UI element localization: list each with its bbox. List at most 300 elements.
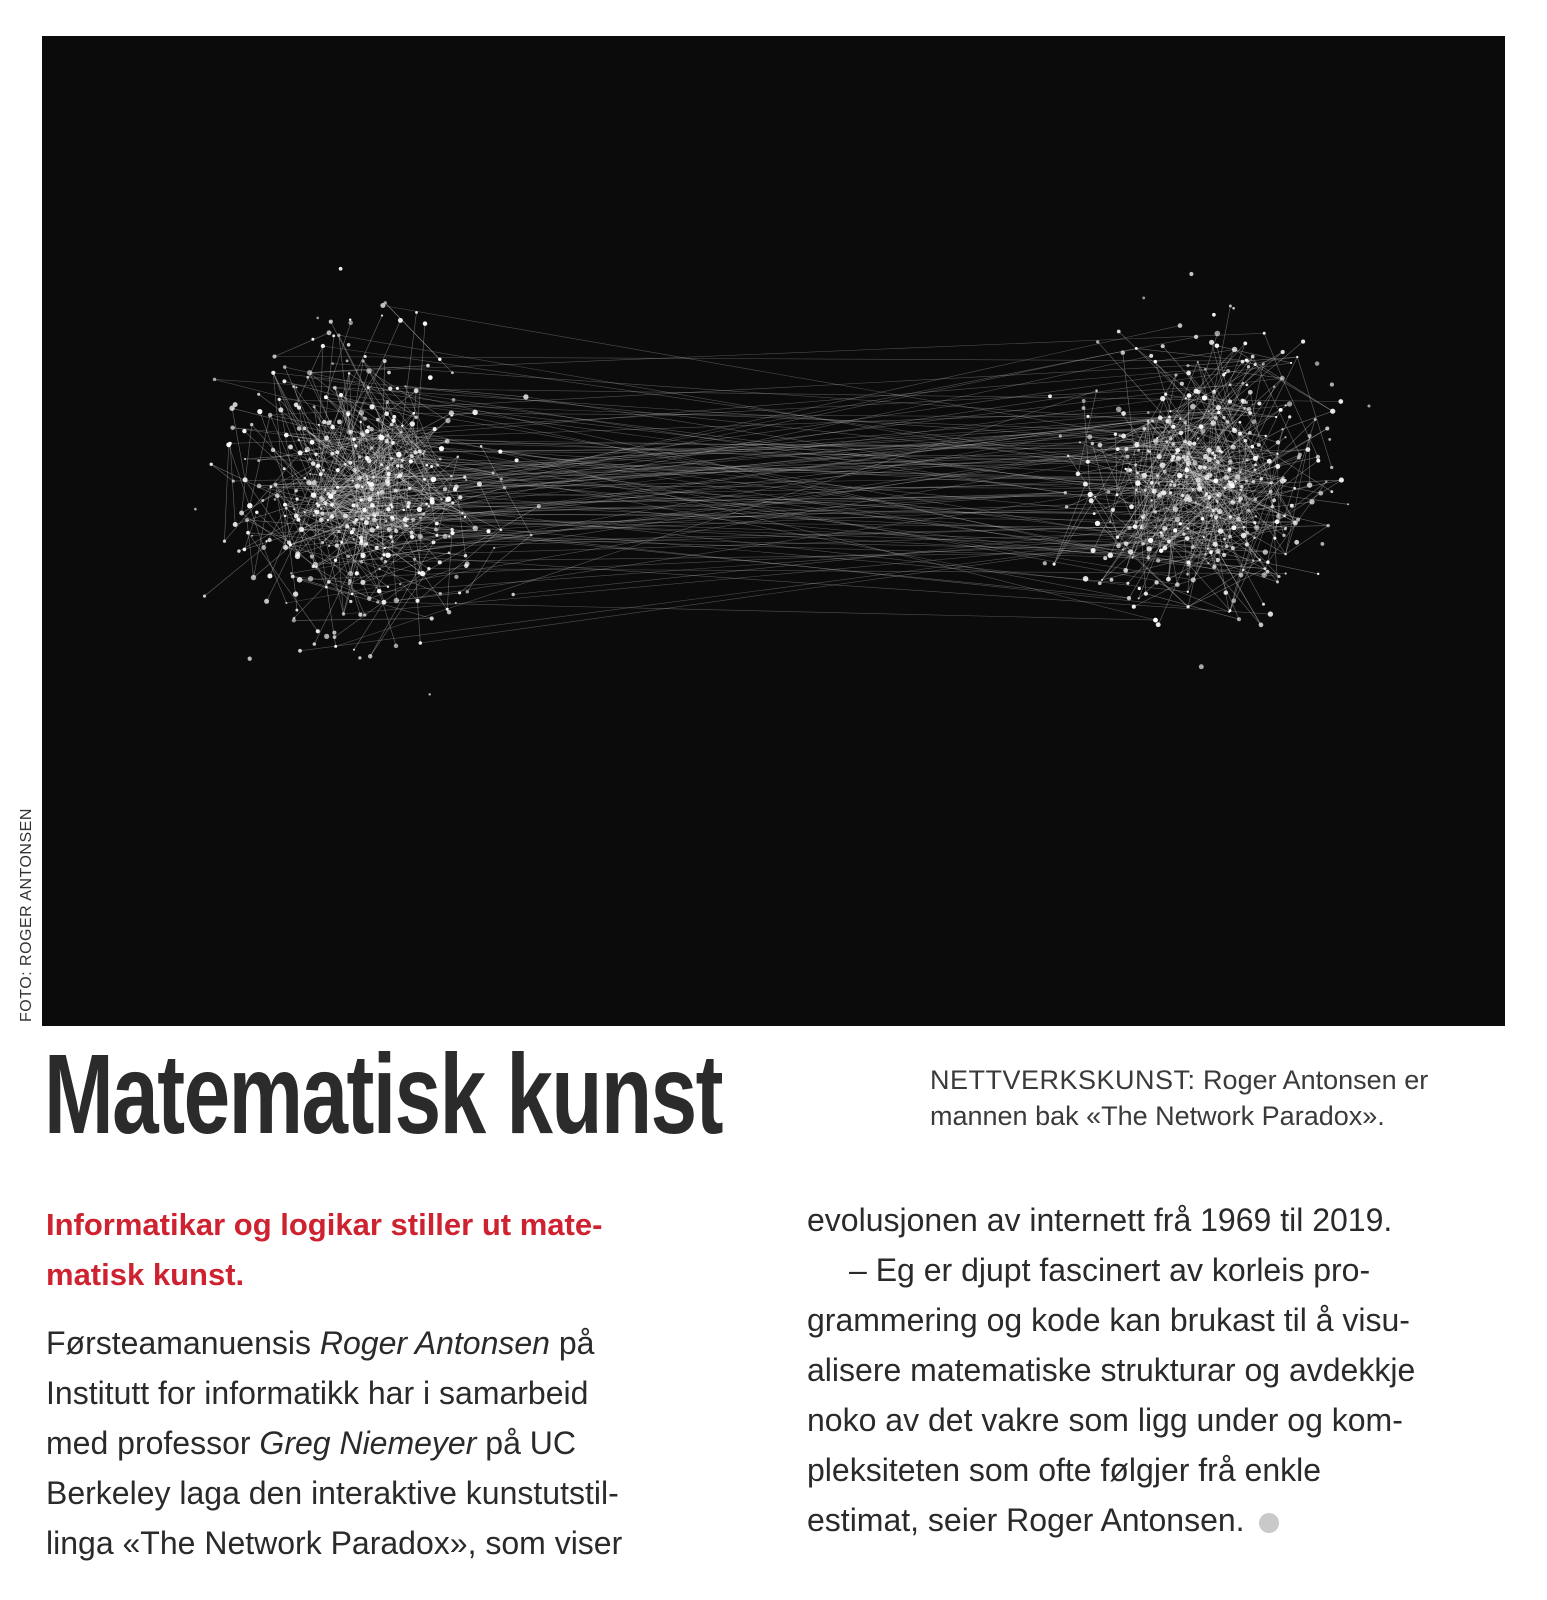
network-node	[321, 344, 325, 348]
network-node	[1330, 383, 1334, 387]
network-node	[1126, 468, 1131, 473]
network-node	[293, 591, 298, 596]
network-node	[1171, 443, 1174, 446]
network-node	[229, 406, 234, 411]
network-node	[1222, 553, 1226, 557]
network-node	[336, 486, 339, 489]
network-node	[1125, 455, 1129, 459]
network-node	[377, 492, 380, 495]
network-node	[448, 535, 450, 537]
network-node	[1226, 420, 1229, 423]
network-node	[1132, 556, 1134, 558]
network-node	[250, 423, 253, 426]
network-node	[336, 468, 340, 472]
network-node	[1142, 296, 1145, 299]
network-node	[1186, 573, 1189, 576]
network-node	[1210, 550, 1213, 553]
network-node	[378, 434, 383, 439]
network-node	[1181, 494, 1185, 498]
network-node	[1089, 498, 1094, 503]
network-node	[363, 417, 367, 421]
network-node	[314, 453, 317, 456]
network-node	[408, 487, 411, 490]
network-node	[1246, 384, 1249, 387]
network-node	[1116, 493, 1119, 496]
body-line: alisere matematiske strukturar og avdekkje	[807, 1352, 1416, 1388]
network-node	[411, 518, 415, 522]
network-node	[486, 529, 490, 533]
network-node	[366, 368, 371, 373]
network-node	[304, 511, 306, 513]
network-node	[472, 410, 477, 415]
network-node	[1156, 437, 1158, 439]
network-node	[1315, 361, 1319, 365]
network-node	[361, 486, 364, 489]
photo-caption	[930, 1062, 1520, 1134]
network-node	[381, 315, 383, 317]
network-node	[1256, 455, 1258, 457]
network-node	[1254, 363, 1257, 366]
network-node	[237, 549, 240, 552]
network-node	[414, 416, 418, 420]
network-node	[255, 511, 258, 514]
network-node	[1216, 558, 1220, 562]
network-node	[1174, 373, 1177, 376]
network-node	[1135, 480, 1140, 485]
network-node	[1262, 603, 1265, 606]
network-node	[358, 656, 361, 659]
network-node	[327, 492, 330, 495]
caption-text-2: mannen bak «The Network Paradox».	[930, 1101, 1385, 1131]
network-node	[1126, 582, 1129, 585]
network-node	[465, 561, 470, 566]
network-node	[493, 547, 495, 549]
network-node	[1284, 553, 1286, 555]
network-node	[1314, 418, 1317, 421]
body-line	[46, 1318, 746, 1368]
network-node	[1232, 598, 1237, 603]
body-text: estimat, seier Roger Antonsen.	[807, 1502, 1245, 1538]
network-node	[1216, 460, 1220, 464]
network-node	[464, 554, 468, 558]
network-node	[1270, 481, 1273, 484]
network-node	[1281, 428, 1283, 430]
network-node	[297, 405, 301, 409]
network-node	[1293, 520, 1298, 525]
network-node	[1065, 505, 1068, 508]
network-node	[1255, 515, 1257, 517]
network-node	[451, 501, 454, 504]
network-node	[1214, 515, 1218, 519]
network-node	[1223, 487, 1226, 490]
network-node	[439, 446, 444, 451]
network-node	[348, 321, 353, 326]
body-line: grammering og kode kan brukast til å visu-	[807, 1302, 1410, 1338]
network-node	[257, 459, 260, 462]
network-node	[439, 457, 442, 460]
network-node	[1251, 445, 1255, 449]
network-node	[1240, 489, 1242, 491]
network-node	[309, 473, 311, 475]
network-node	[376, 418, 380, 422]
headline: Matematisk kunst	[44, 1031, 723, 1157]
network-node	[367, 459, 372, 464]
network-node	[410, 531, 414, 535]
network-node	[1293, 487, 1296, 490]
network-node	[1248, 431, 1252, 435]
network-node	[422, 513, 425, 516]
network-node	[377, 589, 382, 594]
network-node	[283, 467, 286, 470]
network-node	[1222, 373, 1225, 376]
network-node	[1197, 361, 1199, 363]
network-node	[1252, 419, 1257, 424]
network-node	[367, 386, 370, 389]
network-node	[388, 386, 392, 390]
network-node	[274, 483, 278, 487]
network-node	[303, 427, 307, 431]
network-node	[415, 311, 418, 314]
network-node	[410, 535, 414, 539]
network-node	[319, 472, 323, 476]
network-node	[1110, 578, 1114, 582]
network-node	[1214, 416, 1218, 420]
network-node	[1215, 507, 1218, 510]
network-node	[1253, 521, 1256, 524]
network-node	[1160, 462, 1166, 468]
network-node	[1148, 538, 1153, 543]
network-node	[1086, 415, 1089, 418]
network-node	[343, 513, 348, 518]
network-node	[366, 478, 368, 480]
network-node	[323, 501, 327, 505]
network-node	[1076, 472, 1081, 477]
network-node	[361, 517, 364, 520]
network-node	[282, 379, 286, 383]
network-node	[1229, 515, 1232, 518]
network-node	[1142, 516, 1146, 520]
network-node	[271, 448, 275, 452]
network-node	[348, 583, 351, 586]
network-node	[357, 476, 362, 481]
network-node	[305, 450, 308, 453]
network-node	[1197, 437, 1199, 439]
network-node	[1229, 481, 1235, 487]
network-node	[1095, 389, 1098, 392]
body-text: på	[549, 1325, 595, 1361]
network-node	[391, 418, 395, 422]
network-node	[389, 535, 392, 538]
network-node	[1213, 390, 1215, 392]
network-node	[376, 526, 379, 529]
lead-line: Informatikar og logikar stiller ut mate-	[46, 1207, 603, 1242]
network-node	[391, 441, 395, 445]
network-node	[264, 599, 269, 604]
network-node	[239, 511, 244, 516]
network-node	[1214, 457, 1216, 459]
network-node	[296, 497, 299, 500]
network-node	[1229, 383, 1232, 386]
network-node	[448, 551, 451, 554]
network-node	[400, 464, 404, 468]
network-node	[363, 542, 368, 547]
network-node	[1156, 622, 1161, 627]
network-node	[297, 426, 302, 431]
network-node	[1176, 456, 1181, 461]
network-node	[1253, 537, 1255, 539]
network-node	[426, 464, 429, 467]
network-node	[1153, 438, 1159, 444]
network-node	[1210, 514, 1213, 517]
network-node	[1212, 509, 1215, 512]
network-node	[327, 330, 332, 335]
network-node	[1048, 394, 1052, 398]
network-node	[382, 600, 387, 605]
network-node	[1212, 313, 1216, 317]
network-node	[1166, 440, 1169, 443]
network-node	[265, 540, 267, 542]
network-node	[492, 471, 495, 474]
network-node	[1206, 448, 1211, 453]
network-node	[1275, 416, 1277, 418]
network-node	[330, 503, 334, 507]
network-node	[1117, 330, 1121, 334]
network-node	[1164, 393, 1167, 396]
network-node	[430, 465, 433, 468]
network-node	[1103, 556, 1107, 560]
network-node	[455, 602, 457, 604]
network-node	[503, 486, 506, 489]
network-node	[332, 631, 336, 635]
network-node	[1246, 359, 1250, 363]
network-node	[1142, 427, 1146, 431]
network-node	[1187, 527, 1190, 530]
network-node	[293, 617, 296, 620]
network-node	[1169, 410, 1171, 412]
network-node	[1151, 420, 1154, 423]
network-node	[523, 394, 528, 399]
network-node	[1339, 478, 1344, 483]
network-node	[1203, 536, 1205, 538]
network-node	[370, 487, 374, 491]
network-node	[473, 526, 478, 531]
network-node	[267, 573, 272, 578]
network-node	[347, 343, 351, 347]
network-node	[1236, 517, 1241, 522]
network-node	[537, 504, 541, 508]
network-node	[1287, 401, 1292, 406]
network-node	[1143, 514, 1145, 516]
network-node	[394, 529, 398, 533]
network-node	[1290, 362, 1292, 364]
network-node	[1251, 355, 1255, 359]
network-node	[446, 497, 451, 502]
network-node	[380, 463, 383, 466]
network-node	[431, 477, 437, 483]
network-node	[1159, 548, 1164, 553]
network-node	[1263, 332, 1266, 335]
network-node	[1228, 400, 1232, 404]
network-node	[1140, 526, 1143, 529]
network-node	[422, 452, 424, 454]
network-node	[278, 398, 281, 401]
network-node	[1135, 347, 1138, 350]
network-node	[306, 480, 311, 485]
network-node	[385, 479, 390, 484]
network-node	[346, 359, 349, 362]
network-node	[278, 407, 283, 412]
network-node	[1144, 592, 1148, 596]
network-node	[1234, 480, 1236, 482]
network-node	[1173, 528, 1177, 532]
network-node	[1094, 496, 1096, 498]
network-node	[1215, 343, 1220, 348]
body-text: Førsteamanuensis	[46, 1325, 320, 1361]
network-node	[1185, 494, 1190, 499]
network-node	[360, 553, 365, 558]
network-node	[1231, 445, 1236, 450]
network-node	[257, 409, 262, 414]
photo-credit: FOTO: ROGER ANTONSEN	[18, 808, 35, 1022]
network-node	[1261, 572, 1266, 577]
network-node	[1191, 577, 1196, 582]
network-node	[380, 557, 383, 560]
network-node	[515, 458, 519, 462]
network-node	[332, 334, 335, 337]
network-node	[1189, 272, 1193, 276]
network-node	[430, 616, 434, 620]
network-node	[361, 433, 365, 437]
network-node	[434, 528, 438, 532]
network-node	[288, 445, 293, 450]
network-node	[1276, 580, 1279, 583]
network-node	[1186, 371, 1191, 376]
network-node	[423, 478, 426, 481]
network-node	[369, 527, 374, 532]
network-node	[1221, 451, 1224, 454]
network-node	[1228, 467, 1232, 471]
network-node	[1187, 560, 1191, 564]
network-node	[1278, 575, 1281, 578]
network-node	[440, 498, 443, 501]
network-node	[1284, 527, 1287, 530]
network-node	[401, 424, 403, 426]
network-node	[1168, 415, 1171, 418]
network-node	[1087, 434, 1092, 439]
network-node	[1263, 567, 1266, 570]
network-node	[1195, 501, 1197, 503]
network-node	[390, 457, 393, 460]
network-node	[450, 475, 452, 477]
network-node	[337, 334, 340, 337]
network-node	[348, 372, 351, 375]
body-line: noko av det vakre som ligg under og kom-	[807, 1402, 1403, 1438]
network-node	[445, 439, 450, 444]
network-node	[312, 565, 316, 569]
network-node	[324, 395, 328, 399]
network-node	[1239, 471, 1241, 473]
network-node	[428, 375, 433, 380]
network-node	[1307, 482, 1313, 488]
network-node	[1240, 485, 1244, 489]
network-node	[243, 548, 247, 552]
caption-text-1: Roger Antonsen er	[1195, 1065, 1429, 1095]
network-node	[1156, 558, 1160, 562]
network-node	[1243, 341, 1247, 345]
network-node	[445, 418, 450, 423]
network-node	[1367, 404, 1370, 407]
network-node	[1121, 434, 1126, 439]
network-node	[1083, 576, 1089, 582]
network-node	[498, 450, 502, 454]
network-node	[1326, 524, 1329, 527]
network-node	[1241, 533, 1247, 539]
network-node	[1111, 508, 1115, 512]
network-node	[419, 641, 423, 645]
network-node	[1247, 365, 1250, 368]
network-node	[1243, 526, 1246, 529]
network-node	[1301, 340, 1305, 344]
person-name: Greg Niemeyer	[259, 1425, 477, 1461]
network-node	[456, 455, 459, 458]
network-node	[1267, 459, 1272, 464]
network-node	[385, 552, 391, 558]
network-node	[1116, 535, 1119, 538]
network-node	[283, 545, 288, 550]
network-node	[1210, 420, 1215, 425]
network-node	[1203, 454, 1208, 459]
network-node	[1246, 458, 1249, 461]
network-node	[1273, 386, 1275, 388]
network-node	[413, 450, 417, 454]
network-node	[432, 540, 436, 544]
network-node	[454, 575, 458, 579]
network-node	[293, 508, 295, 510]
network-node	[1158, 482, 1160, 484]
network-node	[1122, 548, 1124, 550]
network-node	[325, 586, 328, 589]
network-node	[330, 515, 334, 519]
network-node	[1196, 478, 1201, 483]
network-node	[358, 613, 362, 617]
network-node	[1161, 344, 1165, 348]
network-node	[369, 404, 374, 409]
network-node	[1149, 354, 1153, 358]
network-node	[380, 303, 385, 308]
network-node	[1141, 542, 1145, 546]
network-node	[1266, 570, 1270, 574]
network-node	[1228, 459, 1233, 464]
network-node	[382, 553, 385, 556]
network-node	[1160, 531, 1163, 534]
network-node	[1158, 415, 1163, 420]
network-node	[363, 613, 366, 616]
network-node	[393, 489, 397, 493]
network-node	[435, 534, 438, 537]
network-node	[1224, 475, 1229, 480]
network-node	[1237, 617, 1241, 621]
network-node	[1147, 420, 1150, 423]
network-node	[1228, 535, 1232, 539]
network-node	[203, 595, 206, 598]
network-node	[461, 512, 463, 514]
network-node	[1173, 484, 1176, 487]
network-node	[1160, 396, 1165, 401]
network-node	[1179, 430, 1184, 435]
network-node	[1285, 573, 1287, 575]
network-node	[1239, 496, 1243, 500]
network-node	[1144, 489, 1147, 492]
